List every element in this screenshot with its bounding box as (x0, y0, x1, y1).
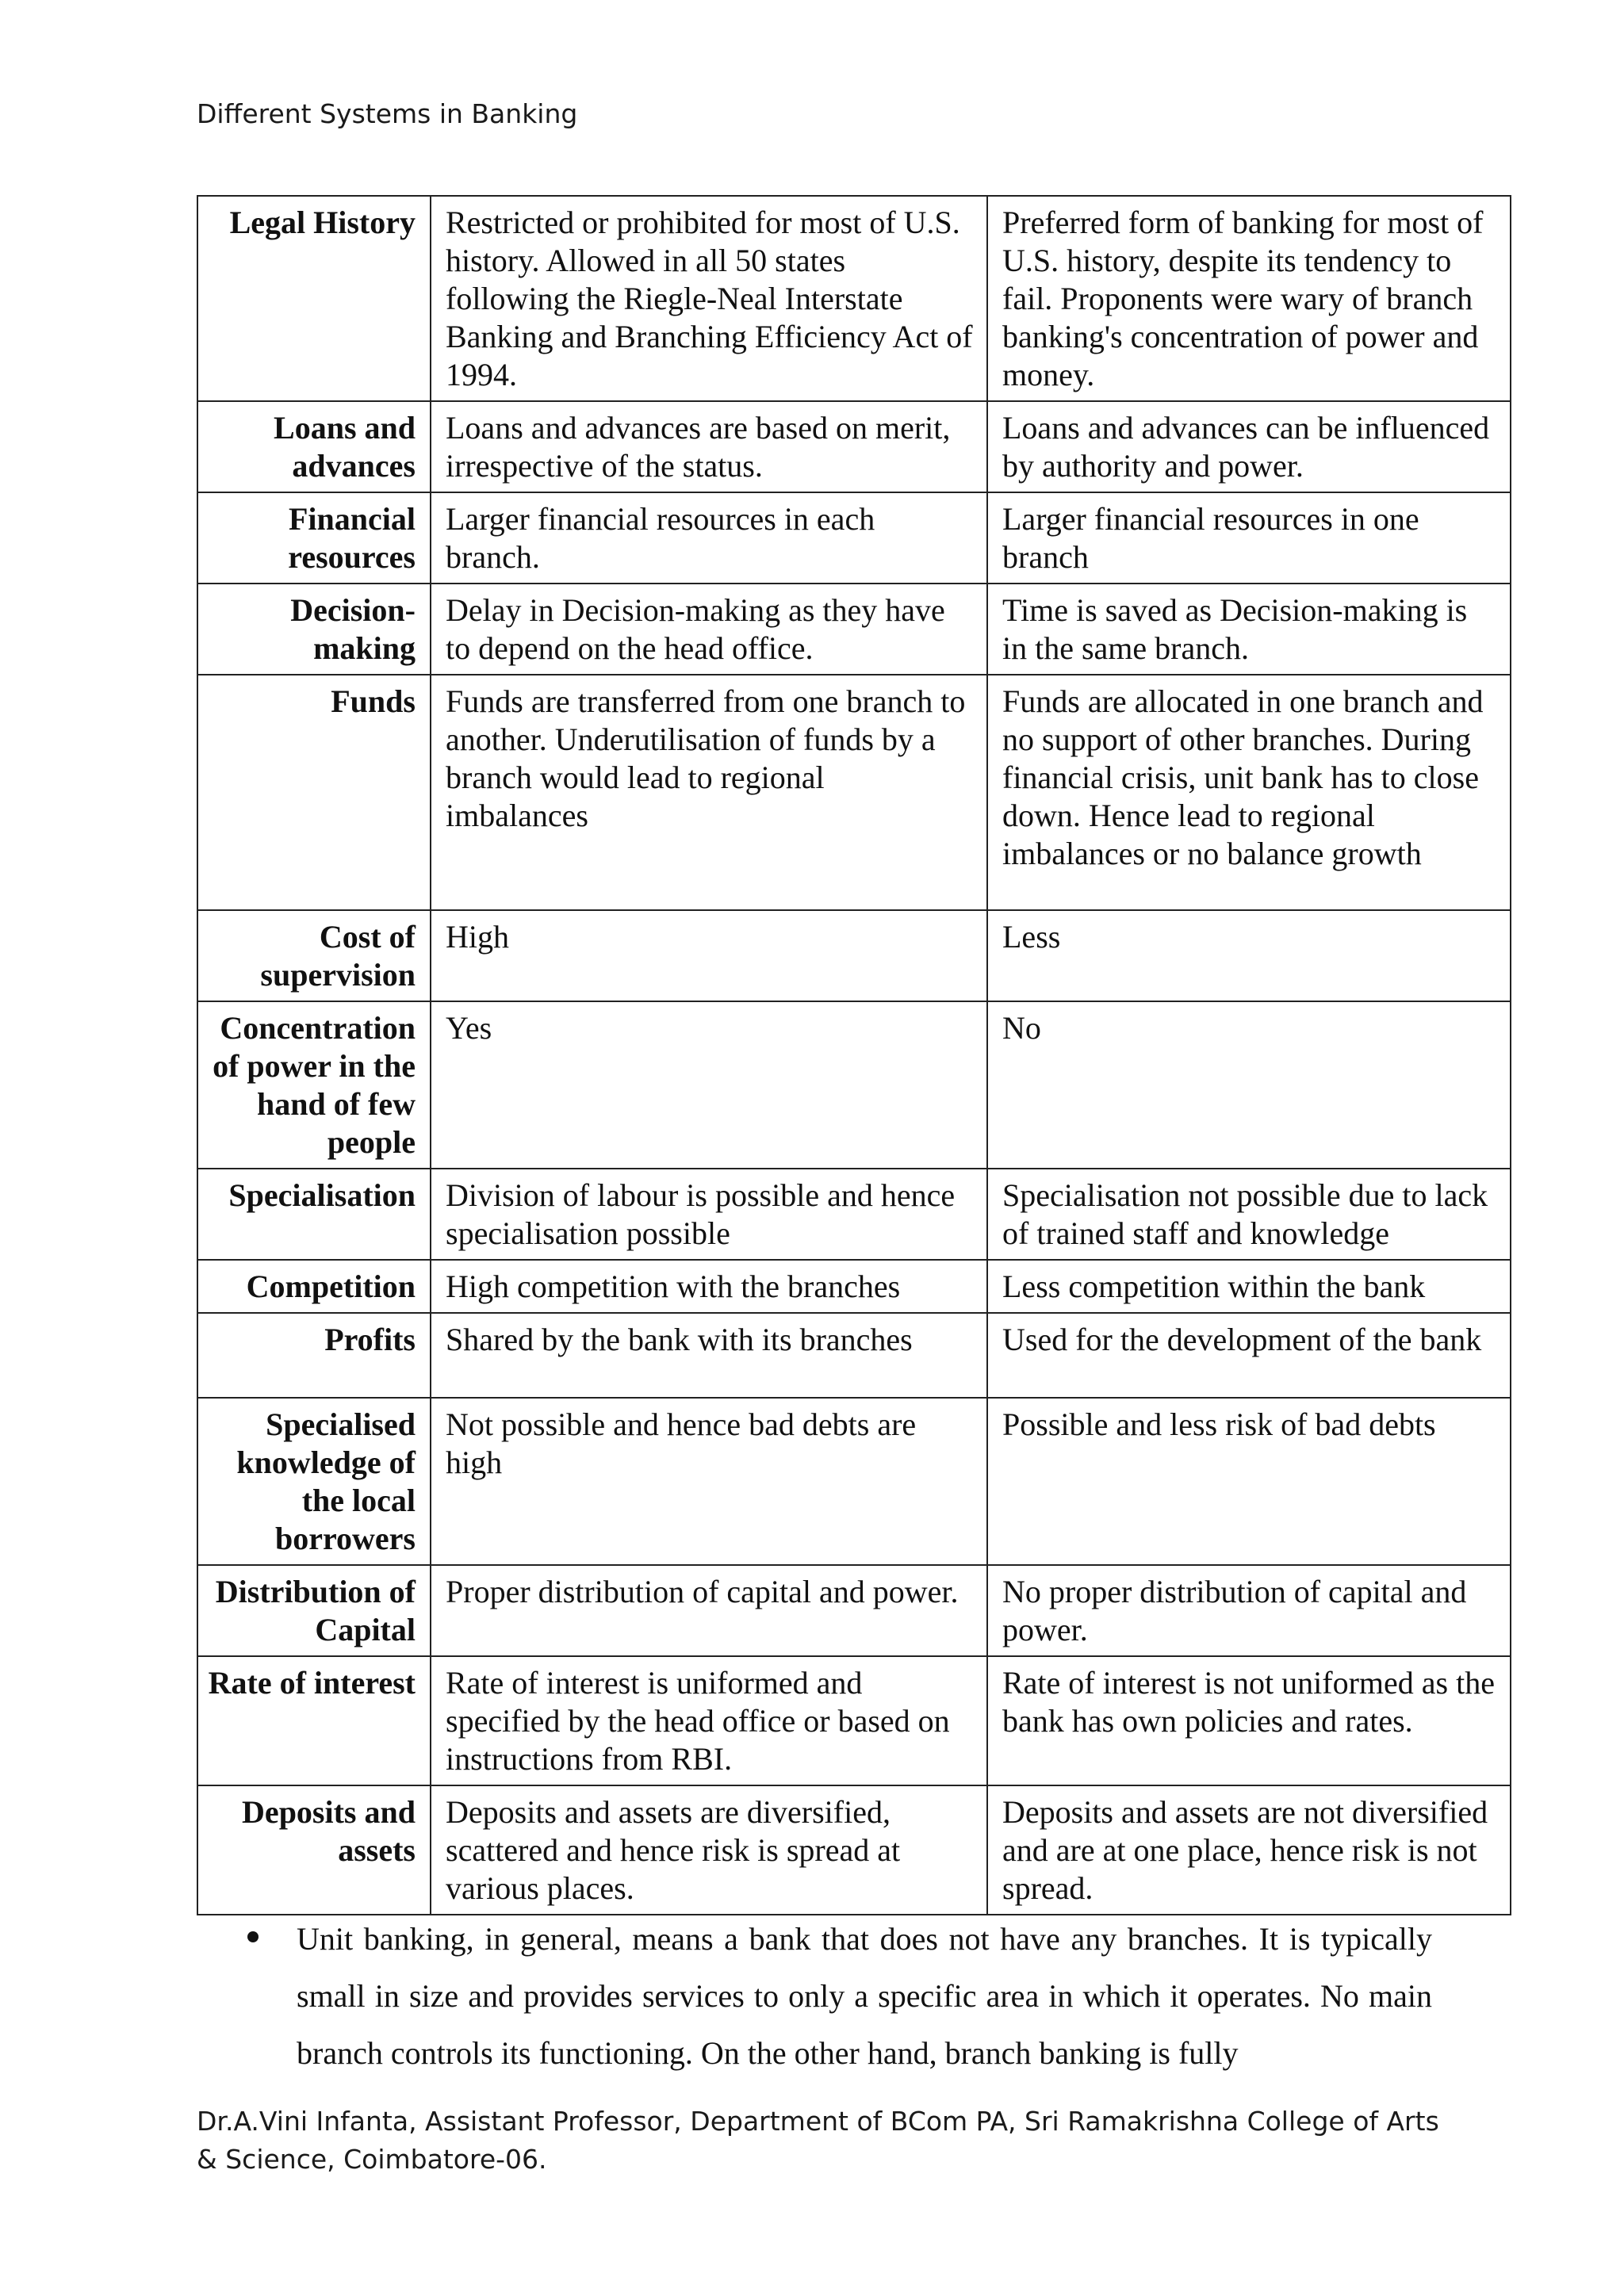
table-row (197, 401, 1511, 492)
row-label: Cost of supervision (197, 910, 431, 1001)
branch-banking-cell: Funds are transferred from one branch to another. Underutilisation of funds by a branch would lead to regional imbalances (431, 675, 987, 910)
row-label: Concentration of power in the hand of few people (197, 1001, 431, 1169)
branch-banking-cell: Shared by the bank with its branches (431, 1313, 987, 1398)
branch-banking-cell: Deposits and assets are diversified, scattered and hence risk is spread at various places. (431, 1785, 987, 1915)
branch-banking-cell: Yes (431, 1001, 987, 1169)
page-footer: Dr.A.Vini Infanta, Assistant Professor, Department of BCom PA, Sri Ramakrishna College of Arts & Science, Coimbatore-06. (197, 2106, 1439, 2175)
row-label: Distribution of Capital (197, 1565, 431, 1656)
table-row (197, 910, 1511, 1001)
row-label: Specialisation (197, 1169, 431, 1260)
row-label: Funds (197, 675, 431, 910)
table-row (197, 1565, 1511, 1656)
table-row (197, 1001, 1511, 1169)
row-label: Legal History (197, 196, 431, 401)
unit-banking-cell: Preferred form of banking for most of U.S. history, despite its tendency to fail. Proponents were wary of branch banking's concentration of power and money. (987, 196, 1511, 401)
unit-banking-cell: No (987, 1001, 1511, 1169)
unit-banking-cell: Funds are allocated in one branch and no support of other branches. During financial crisis, unit bank has to close down. Hence lead to regional imbalances or no balance growth (987, 675, 1511, 910)
branch-banking-cell: Not possible and hence bad debts are high (431, 1398, 987, 1565)
comparison-table (197, 195, 1511, 1915)
bullet-icon (247, 1931, 259, 1942)
branch-banking-cell: Delay in Decision-making as they have to depend on the head office. (431, 584, 987, 675)
bullet-list (238, 1911, 1432, 2082)
branch-banking-cell: Division of labour is possible and hence specialisation possible (431, 1169, 987, 1260)
bullet-text: Unit banking, in general, means a bank that does not have any branches. It is typically small in size and provides services to only a specific area in which it operates. No main branch controls its functioning. On the other hand, branch banking is fully (297, 1921, 1432, 2071)
unit-banking-cell: Less (987, 910, 1511, 1001)
row-label: Financial resources (197, 492, 431, 584)
row-label: Competition (197, 1260, 431, 1313)
row-label: Loans and advances (197, 401, 431, 492)
table-row (197, 492, 1511, 584)
row-label: Profits (197, 1313, 431, 1398)
branch-banking-cell: High competition with the branches (431, 1260, 987, 1313)
row-label: Rate of interest (197, 1656, 431, 1785)
branch-banking-cell: High (431, 910, 987, 1001)
unit-banking-cell: Used for the development of the bank (987, 1313, 1511, 1398)
branch-banking-cell: Restricted or prohibited for most of U.S. history. Allowed in all 50 states following the Riegle-Neal Interstate Banking and Branching Efficiency Act of 1994. (431, 196, 987, 401)
table-row (197, 196, 1511, 401)
table-row (197, 1169, 1511, 1260)
table-row (197, 1313, 1511, 1398)
table-row (197, 675, 1511, 910)
table-row (197, 1260, 1511, 1313)
unit-banking-cell: Larger financial resources in one branch (987, 492, 1511, 584)
row-label: Deposits and assets (197, 1785, 431, 1915)
table-row (197, 584, 1511, 675)
table-row (197, 1785, 1511, 1915)
unit-banking-cell: Time is saved as Decision-making is in the same branch. (987, 584, 1511, 675)
branch-banking-cell: Proper distribution of capital and power. (431, 1565, 987, 1656)
unit-banking-cell: Rate of interest is not uniformed as the bank has own policies and rates. (987, 1656, 1511, 1785)
unit-banking-cell: Specialisation not possible due to lack of trained staff and knowledge (987, 1169, 1511, 1260)
bullet-item (238, 1911, 1432, 2082)
unit-banking-cell: Less competition within the bank (987, 1260, 1511, 1313)
page-header: Different Systems in Banking (197, 98, 578, 129)
unit-banking-cell: No proper distribution of capital and power. (987, 1565, 1511, 1656)
row-label: Decision-making (197, 584, 431, 675)
branch-banking-cell: Larger financial resources in each branch. (431, 492, 987, 584)
branch-banking-cell: Rate of interest is uniformed and specified by the head office or based on instructions from RBI. (431, 1656, 987, 1785)
unit-banking-cell: Deposits and assets are not diversified and are at one place, hence risk is not spread. (987, 1785, 1511, 1915)
table-row (197, 1656, 1511, 1785)
row-label: Specialised knowledge of the local borrowers (197, 1398, 431, 1565)
table-row (197, 1398, 1511, 1565)
unit-banking-cell: Possible and less risk of bad debts (987, 1398, 1511, 1565)
unit-banking-cell: Loans and advances can be influenced by authority and power. (987, 401, 1511, 492)
branch-banking-cell: Loans and advances are based on merit, irrespective of the status. (431, 401, 987, 492)
